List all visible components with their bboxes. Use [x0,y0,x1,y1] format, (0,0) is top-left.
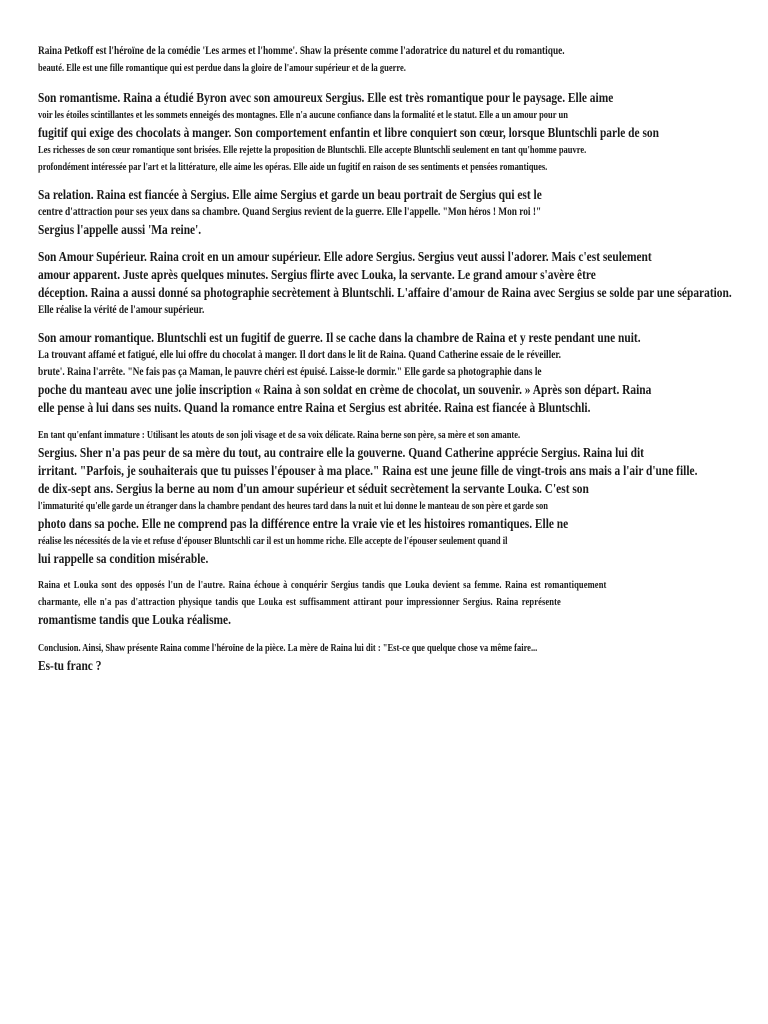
paragraph-romantisme [38,89,766,176]
text-line: Son amour romantique. Bluntschli est un fugitif de guerre. Il se cache dans la chambre de Raina et y reste pendant une nuit. [38,330,641,345]
text-line: elle pense à lui dans ses nuits. Quand la romance entre Raina et Sergius est abritée. Raina est fiancée à Bluntschli. [38,400,591,415]
text-line: Elle réalise la vérité de l'amour supérieur. [38,304,205,316]
text-line: Raina Petkoff est l'héroïne de la comédie 'Les armes et l'homme'. Shaw la présente comme l'adoratrice du naturel et du romantique. [38,45,565,57]
text-line: Sa relation. Raina est fiancée à Sergius. Elle aime Sergius et garde un beau portrait de Sergius qui est le [38,187,542,202]
text-line: charmante, elle n'a pas d'attraction physique tandis que Louka est suffisamment attirant pour impressionner Sergius. Raina représente [38,597,561,608]
text-line: Sergius l'appelle aussi 'Ma reine'. [38,222,202,237]
paragraph-relation [38,186,766,239]
paragraph-intro [38,43,766,77]
text-line: brute'. Raina l'arrête. "Ne fais pas ça Maman, le pauvre chéri est épuisé. Laisse-le dormir." Elle garde sa photographie dans le [38,366,542,378]
paragraph-louka [38,577,766,629]
text-line: Sergius. Sher n'a pas peur de sa mère du tout, au contraire elle la gouverne. Quand Catherine apprécie Sergius. Raina lui dit [38,445,644,460]
paragraph-amour-superieur [38,248,766,319]
text-line: irritant. "Parfois, je souhaiterais que tu puisses l'épouser à ma place." Raina est une jeune fille de vingt-trois ans mais a l'air d'une fille. [38,463,698,478]
text-line: déception. Raina a aussi donné sa photographie secrètement à Bluntschli. L'affaire d'amour de Raina avec Sergius se solde par une séparation. [38,285,732,300]
text-line: amour apparent. Juste après quelques minutes. Sergius flirte avec Louka, la servante. Le grand amour s'avère être [38,267,596,282]
text-line: profondément intéressée par l'art et la littérature, elle aime les opéras. Elle aide un fugitif en raison de ses sentiments et pensées romantiques. [38,162,548,173]
text-line: réalise les nécessités de la vie et refuse d'épouser Bluntschli car il est un homme riche. Elle accepte de l'épouser seulement quand il [38,536,508,547]
text-line: de dix-sept ans. Sergius la berne au nom d'un amour supérieur et séduit secrètement la servante Louka. C'est son [38,481,589,496]
paragraph-enfant-immature [38,427,766,568]
text-line: voir les étoiles scintillantes et les sommets enneigés des montagnes. Elle n'a aucune confiance dans la formalité et le statut. Elle a un amour pour un [38,110,568,121]
text-line: La trouvant affamé et fatigué, elle lui offre du chocolat à manger. Il dort dans le lit de Raina. Quand Catherine essaie de le réveiller. [38,349,562,361]
text-line: Es-tu franc ? [38,658,102,673]
text-line: Conclusion. Ainsi, Shaw présente Raina comme l'héroïne de la pièce. La mère de Raina lui dit : "Est-ce que quelque chose va même faire... [38,643,538,654]
text-line: Son Amour Supérieur. Raina croit en un amour supérieur. Elle adore Sergius. Sergius veut aussi l'adorer. Mais c'est seulement [38,249,652,264]
text-line: Les richesses de son cœur romantique sont brisées. Elle rejette la proposition de Bluntschli. Elle accepte Bluntschli seulement en tant qu'homme pauvre. [38,145,587,156]
text-line: Raina et Louka sont des opposés l'un de l'autre. Raina échoue à conquérir Sergius tandis que Louka devient sa femme. Raina est romantiquement [38,580,607,591]
text-line: photo dans sa poche. Elle ne comprend pas la différence entre la vraie vie et les histoires romantiques. Elle ne [38,516,569,531]
text-line: fugitif qui exige des chocolats à manger. Son comportement enfantin et libre conquiert son cœur, lorsque Bluntschli parle de son [38,125,659,140]
text-line: beauté. Elle est une fille romantique qui est perdue dans la gloire de l'amour supérieur et de la guerre. [38,63,406,74]
text-line: romantisme tandis que Louka réalisme. [38,612,231,627]
text-line: En tant qu'enfant immature : Utilisant les atouts de son joli visage et de sa voix délicate. Raina berne son père, sa mère et son amante. [38,430,521,441]
paragraph-amour-romantique [38,329,766,417]
paragraph-conclusion [38,640,766,675]
text-line: lui rappelle sa condition misérable. [38,551,209,566]
text-line: centre d'attraction pour ses yeux dans sa chambre. Quand Sergius revient de la guerre. Elle l'appelle. "Mon héros ! Mon roi !" [38,206,542,218]
text-line: l'immaturité qu'elle garde un étranger dans la chambre pendant des heures tard dans la nuit et lui donne le manteau de son père et garde son [38,501,549,512]
text-line: Son romantisme. Raina a étudié Byron avec son amoureux Sergius. Elle est très romantique pour le paysage. Elle aime [38,90,614,105]
text-line: poche du manteau avec une jolie inscription « Raina à son soldat en crème de chocolat, un souvenir. » Après son départ. Raina [38,382,652,397]
